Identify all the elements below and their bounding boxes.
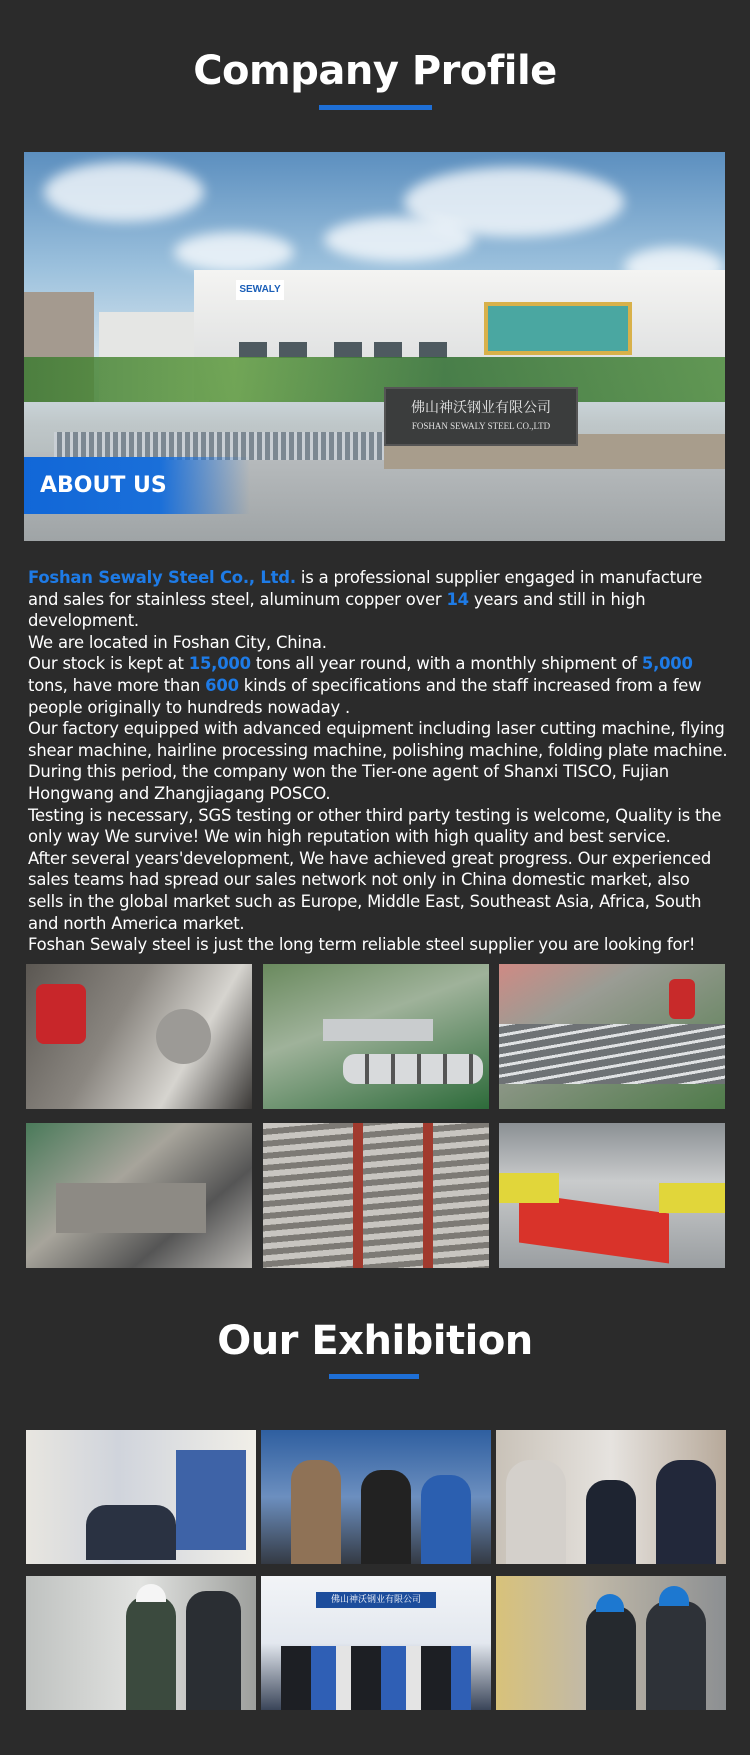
intro-paragraph-7: After several years'development, We have achieved great progress. Our experienced sales teams had spread our sales network not only in China domestic market, also sells in the global market such as Europe, Middle East, Southeast Asia, Africa, South and north America market. [28,848,712,933]
booth-sign: 佛山神沃钢业有限公司 [316,1592,436,1608]
intro-paragraph-8: Foshan Sewaly steel is just the long term reliable steel supplier you are looking for! [28,935,696,955]
intro-paragraph-6: Testing is necessary, SGS testing or other third party testing is welcome, Quality is the only way We survive! We win high reputation with high quality and best service. [28,805,722,847]
page-title: Company Profile [193,48,557,94]
sewaly-logo: SEWALY [236,280,284,300]
intro-paragraph-1: Foshan Sewaly Steel Co., Ltd. is a professional supplier engaged in manufacture and sales for stainless steel, aluminum copper over 14 years and still in high development. [28,568,703,631]
about-us-label: ABOUT US [24,457,250,514]
factory-photo-rack [263,1123,489,1268]
factory-photo-warehouse [499,1123,725,1268]
factory-hero-image [24,152,725,541]
exhibition-photo-visitors [261,1430,491,1564]
title-underline [319,105,432,110]
intro-paragraph-4: Our factory equipped with advanced equipment including laser cutting machine, flying shear machine, hairline processing machine, polishing machine, folding plate machine. [28,719,728,760]
intro-paragraph-3: Our stock is kept at 15,000 tons all year round, with a monthly shipment of 5,000 tons, have more than 600 kinds of specifications and the staff increased from a few people originally to hundreds nowaday . [28,654,702,717]
intro-paragraph-5: During this period, the company won the Tier-one agent of Shanxi TISCO, Fujian Hongwang and Zhangjiagang POSCO. [28,762,669,803]
factory-photo-machine [26,1123,252,1268]
exhibition-title-underline [329,1374,419,1379]
exhibition-photo-factory-visit [26,1576,256,1710]
factory-photo-cutting [26,964,252,1109]
intro-paragraph-2: We are located in Foshan City, China. [28,632,327,652]
company-sign: 佛山神沃钢业有限公司 FOSHAN SEWALY STEEL CO.,LTD [384,387,578,446]
factory-photo-caliper [263,964,489,1109]
exhibition-photo-discussion [496,1430,726,1564]
factory-photo-tubes [499,964,725,1109]
exhibition-photo-sewaly-booth [261,1576,491,1710]
company-description [28,567,728,956]
exhibition-photo-booth-meeting [26,1430,256,1564]
exhibition-photo-site-inspection [496,1576,726,1710]
exhibition-title: Our Exhibition [217,1318,533,1364]
